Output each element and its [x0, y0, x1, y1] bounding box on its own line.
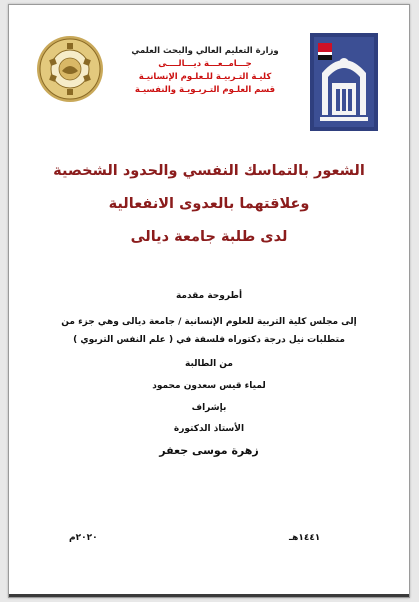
student-name: لمياء قيس سعدون محمود [152, 381, 266, 391]
submission-line-1: إلى مجلس كلية التربية للعلوم الإنسانية / جامعة ديالى وهي جزء من [61, 317, 357, 327]
university-name: جـــامــعـــة ديـــالــــى [158, 59, 252, 69]
title-line-2: وعلاقتهما بالعدوى الانفعالية [108, 196, 310, 212]
student-label: من الطالبة [185, 359, 233, 369]
gregorian-year: ٢٠٢٠م [69, 533, 98, 543]
university-logo [310, 33, 378, 131]
thesis-title [9, 155, 409, 254]
document-page [8, 4, 410, 598]
institution-header [105, 45, 305, 97]
title-line-1: الشعور بالتماسك النفسي والحدود الشخصية [53, 163, 365, 179]
supervision-label: بإشراف [191, 403, 227, 413]
ministry-name: وزارة التعليم العالي والبحث العلمي [131, 46, 279, 56]
supervisor-title: الأستاذ الدكتورة [173, 424, 245, 434]
title-line-3: لدى طلبة جامعة ديالى [130, 229, 288, 245]
college-name: كليـة التـربيـة للـعلـوم الإنسانيـة [138, 72, 272, 82]
hijri-year: ١٤٤١هـ [289, 533, 321, 543]
submission-line-2: متطلبات نيل درجة دكتوراه فلسفة في ( علم النفس التربوي ) [73, 335, 345, 345]
submission-block [9, 287, 409, 463]
college-seal-logo [36, 35, 104, 103]
department-name: قسم العلـوم التـربـويـة والنفسيـة [134, 85, 276, 95]
thesis-label: أطروحة مقدمة [175, 291, 243, 301]
supervisor-name: زهرة موسى جعفر [159, 444, 259, 457]
page-bottom-border [9, 594, 409, 597]
